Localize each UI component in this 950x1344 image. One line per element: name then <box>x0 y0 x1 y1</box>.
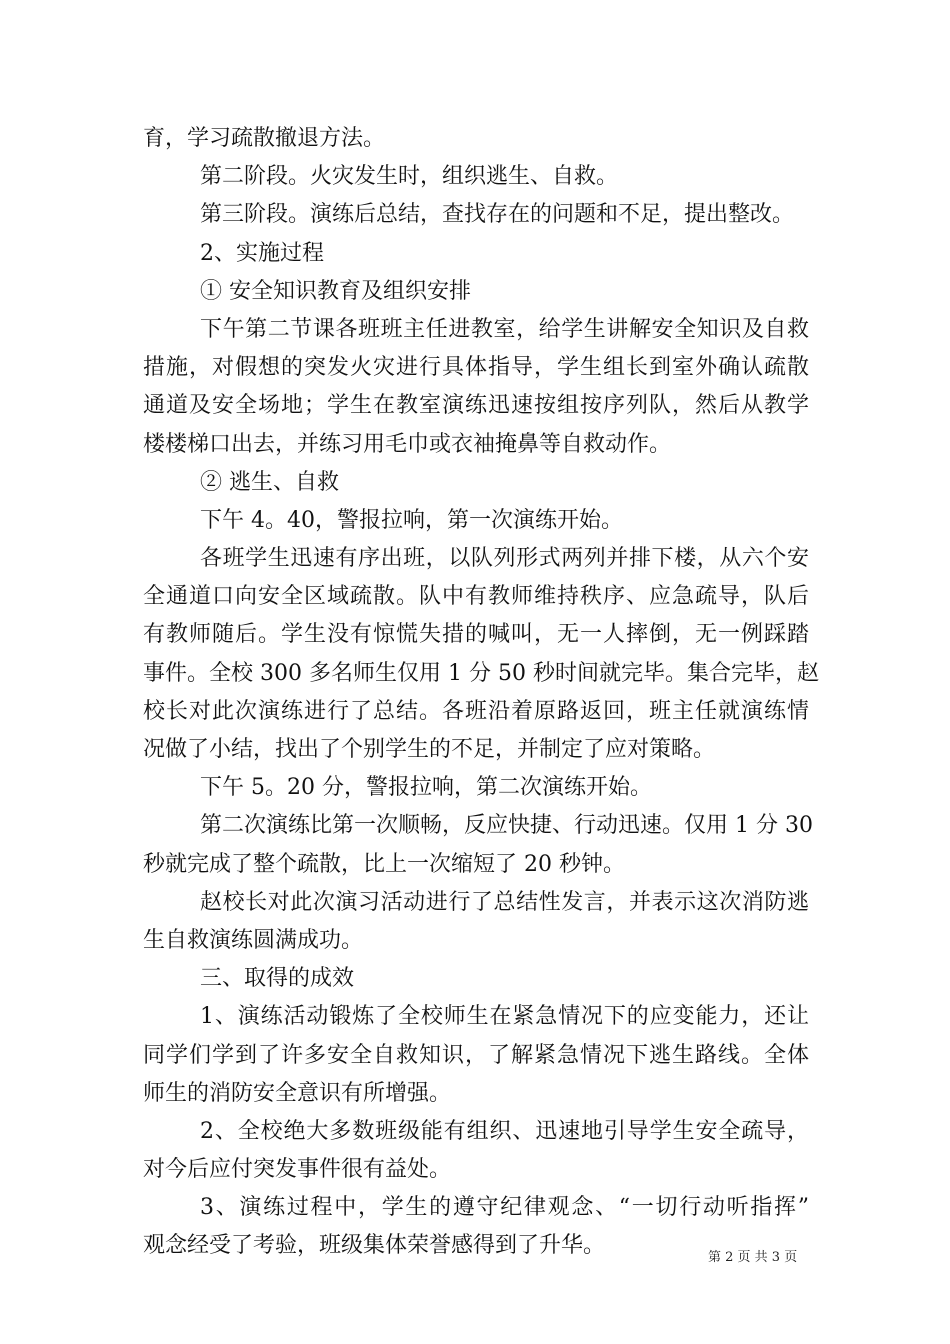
text-line: 三、取得的成效 <box>200 966 355 992</box>
text-line: 校长对此次演练进行了总结。各班沿着原路返回，班主任就演练情 <box>143 698 809 724</box>
text-line: 况做了小结，找出了个别学生的不足，并制定了应对策略。 <box>143 737 716 762</box>
text-line: 赵校长对此次演习活动进行了总结性发言，并表示这次消防逃 <box>200 889 809 915</box>
text-line: 第二次演练比第一次顺畅，反应快捷、行动迅速。仅用 1 分 30 <box>200 813 813 839</box>
text-line: 对今后应付突发事件很有益处。 <box>143 1157 452 1183</box>
text-line: 第三阶段。演练后总结，查找存在的问题和不足，提出整改。 <box>200 202 795 228</box>
text-line: 师生的消防安全意识有所增强。 <box>143 1080 452 1106</box>
text-line: 有教师随后。学生没有惊慌失措的喊叫，无一人摔倒，无一例踩踏 <box>143 622 809 648</box>
text-line: 3、演练过程中，学生的遵守纪律观念、“一切行动听指挥” <box>200 1195 809 1221</box>
text-line: ② 逃生、自救 <box>200 469 339 495</box>
text-line: 各班学生迅速有序出班，以队列形式两列并排下楼，从六个安 <box>200 546 809 572</box>
text-line: 同学们学到了许多安全自救知识，了解紧急情况下逃生路线。全体 <box>143 1042 809 1068</box>
page-number: 第 2 页 共 3 页 <box>708 1250 798 1265</box>
text-line: ① 安全知识教育及组织安排 <box>200 278 471 304</box>
text-line: 楼楼梯口出去，并练习用毛巾或衣袖掩鼻等自救动作。 <box>143 431 672 457</box>
text-line: 下午第二节课各班班主任进教室，给学生讲解安全知识及自救 <box>200 316 809 342</box>
text-line: 观念经受了考验，班级集体荣誉感得到了升华。 <box>143 1233 606 1259</box>
text-line: 措施，对假想的突发火灾进行具体指导，学生组长到室外确认疏散 <box>143 355 809 381</box>
text-line: 育，学习疏散撤退方法。 <box>143 126 386 151</box>
text-line: 事件。全校 300 多名师生仅用 1 分 50 秒时间就完毕。集合完毕，赵 <box>143 660 819 686</box>
text-line: 下午 4。40，警报拉响，第一次演练开始。 <box>200 507 623 533</box>
text-line: 下午 5。20 分，警报拉响，第二次演练开始。 <box>200 775 652 801</box>
text-line: 1、演练活动锻炼了全校师生在紧急情况下的应变能力，还让 <box>200 1004 809 1030</box>
text-line: 生自救演练圆满成功。 <box>143 927 364 953</box>
text-line: 2、全校绝大多数班级能有组织、迅速地引导学生安全疏导， <box>200 1118 809 1144</box>
text-line: 秒就完成了整个疏散，比上一次缩短了 20 秒钟。 <box>143 851 625 877</box>
text-line: 通道及安全场地；学生在教室演练迅速按组按序列队，然后从教学 <box>143 393 809 419</box>
text-line: 全通道口向安全区域疏散。队中有教师维持秩序、应急疏导，队后 <box>143 584 809 610</box>
text-line: 2、实施过程 <box>200 240 324 266</box>
document-body <box>143 120 819 1266</box>
text-line: 第二阶段。火灾发生时，组织逃生、自救。 <box>200 164 619 190</box>
